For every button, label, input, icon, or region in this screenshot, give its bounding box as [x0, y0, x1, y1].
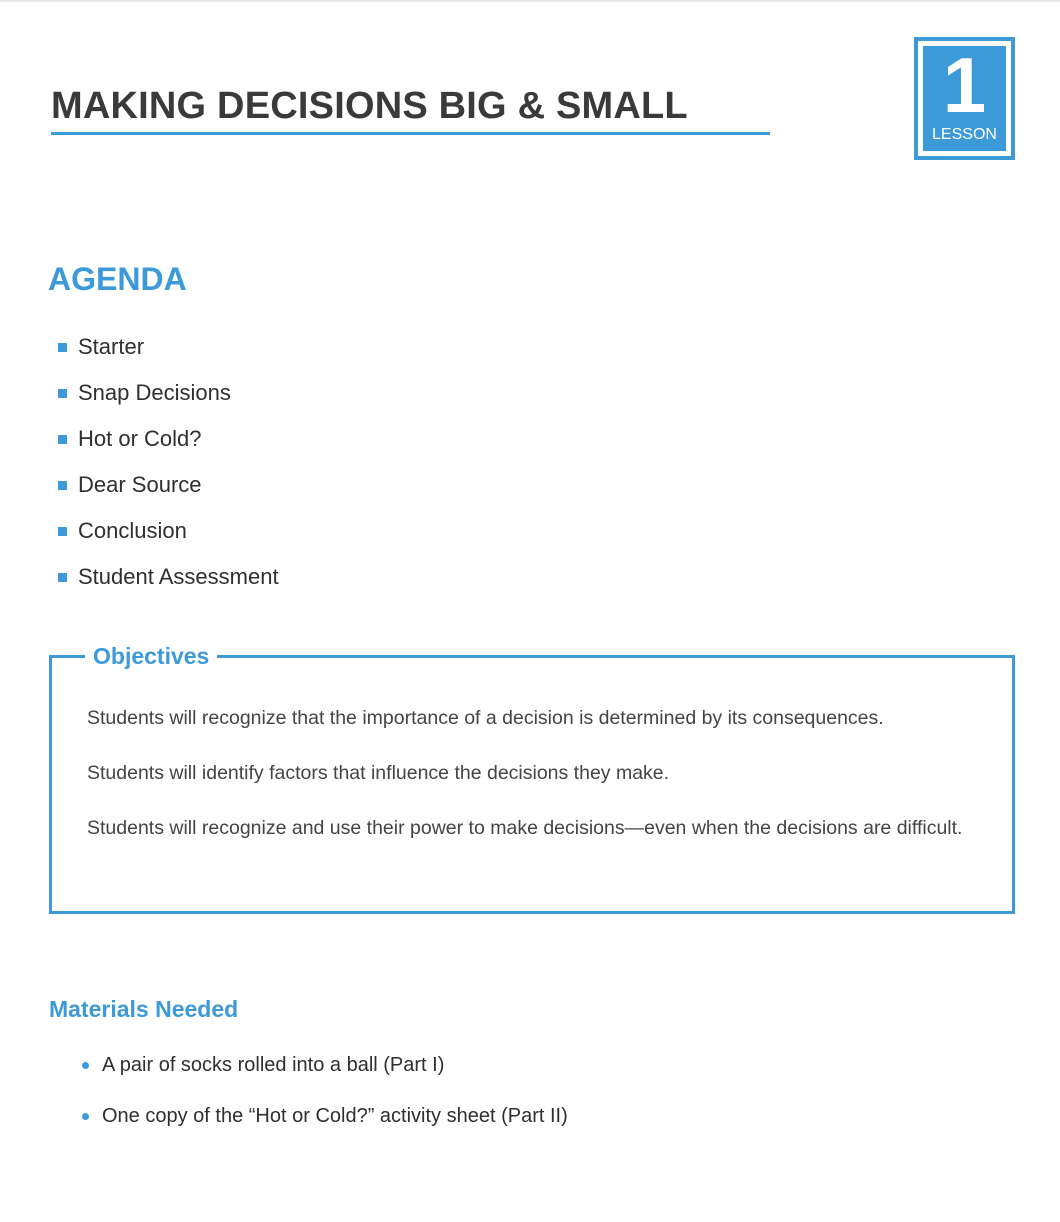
agenda-item	[58, 508, 279, 554]
agenda-item-label: Snap Decisions	[78, 380, 231, 405]
agenda-item	[58, 462, 279, 508]
square-bullet-icon	[58, 481, 67, 490]
page-title: MAKING DECISIONS BIG & SMALL	[51, 85, 688, 127]
objective-text: Students will recognize that the importance of a decision is determined by its consequences.	[87, 707, 884, 729]
materials-list	[82, 1040, 568, 1142]
square-bullet-icon	[58, 573, 67, 582]
materials-item	[82, 1091, 568, 1142]
objective-text: Students will recognize and use their power to make decisions—even when the decisions are difficult.	[87, 817, 963, 839]
agenda-list	[58, 324, 279, 600]
materials-item-label: A pair of socks rolled into a ball (Part I)	[102, 1054, 445, 1076]
page-top-edge	[0, 0, 1060, 2]
square-bullet-icon	[58, 389, 67, 398]
objective-text: Students will identify factors that influence the decisions they make.	[87, 762, 670, 784]
square-bullet-icon	[58, 435, 67, 444]
square-bullet-icon	[58, 527, 67, 536]
agenda-item	[58, 416, 279, 462]
lesson-badge	[914, 37, 1015, 160]
agenda-heading: AGENDA	[48, 261, 187, 297]
agenda-item-label: Conclusion	[78, 518, 187, 543]
title-underline	[51, 132, 770, 135]
lesson-number: 1	[942, 41, 987, 129]
agenda-item-label: Starter	[78, 334, 145, 359]
materials-heading: Materials Needed	[49, 996, 239, 1022]
dot-bullet-icon	[82, 1062, 89, 1069]
square-bullet-icon	[58, 343, 67, 352]
lesson-label: LESSON	[932, 126, 997, 143]
materials-item-label: One copy of the “Hot or Cold?” activity sheet (Part II)	[102, 1105, 568, 1127]
agenda-item	[58, 554, 279, 600]
objectives-heading: Objectives	[85, 642, 217, 670]
agenda-item	[58, 370, 279, 416]
objectives-box	[49, 643, 1015, 914]
agenda-item-label: Hot or Cold?	[78, 426, 202, 451]
dot-bullet-icon	[82, 1113, 89, 1120]
materials-item	[82, 1040, 568, 1091]
agenda-item-label: Student Assessment	[78, 564, 279, 589]
agenda-item-label: Dear Source	[78, 472, 202, 497]
lesson-badge-fill	[923, 41, 1006, 151]
agenda-item	[58, 324, 279, 370]
